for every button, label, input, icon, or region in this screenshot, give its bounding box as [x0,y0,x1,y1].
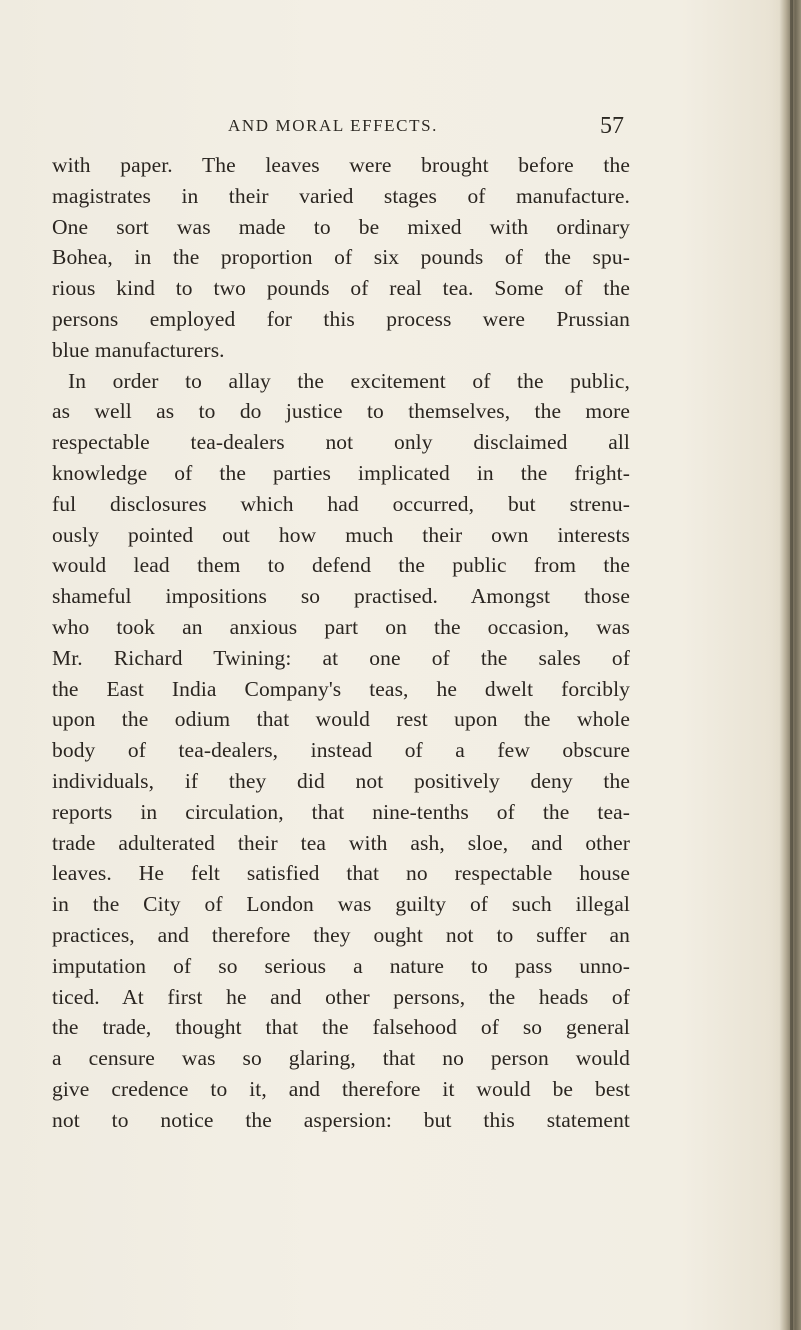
text-line: give credence to it, and therefore it would be best [52,1076,630,1101]
text-line: individuals, if they did not positively deny the [52,768,630,793]
text-line: would lead them to defend the public from the [52,553,630,578]
text-line: In order to allay the excitement of the public, [68,368,630,393]
text-line: persons employed for this process were Prussian [52,306,630,331]
running-title: AND MORAL EFFECTS. [228,116,438,135]
text-line: blue manufacturers. [52,337,225,362]
text-line: ously pointed out how much their own interests [52,522,630,547]
text-line: trade adulterated their tea with ash, sloe, and other [52,830,630,855]
text-line: ticed. At first he and other persons, the heads of [52,984,630,1009]
text-line: shameful impositions so practised. Amongst those [52,584,630,609]
text-line: who took an anxious part on the occasion, was [52,614,630,639]
text-line: reports in circulation, that nine-tenths of the tea- [52,799,630,824]
text-line: body of tea-dealers, instead of a few obscure [52,738,630,763]
text-line: practices, and therefore they ought not to suffer an [52,922,630,947]
text-line: imputation of so serious a nature to pass unno- [52,953,630,978]
text-line: the East India Company's teas, he dwelt forcibly [52,676,630,701]
text-line: the trade, thought that the falsehood of so general [52,1015,630,1040]
text-line: Mr. Richard Twining: at one of the sales of [52,645,630,670]
text-line: rious kind to two pounds of real tea. Some of the [52,276,630,301]
text-line: with paper. The leaves were brought before the [52,153,630,177]
text-line: a censure was so glaring, that no person would [52,1046,630,1071]
text-line: in the City of London was guilty of such illegal [52,892,630,917]
text-line: ful disclosures which had occurred, but strenu- [52,491,630,516]
page-header [0,113,801,143]
text-line: Bohea, in the proportion of six pounds of the spu- [52,245,630,270]
text-line: upon the odium that would rest upon the whole [52,707,630,732]
text-line: respectable tea-dealers not only disclaimed all [52,430,630,455]
text-line: knowledge of the parties implicated in the fright- [52,460,630,485]
text-line: not to notice the aspersion: but this statement [52,1107,630,1132]
text-line: One sort was made to be mixed with ordinary [52,214,630,239]
spine-shadow-line [790,0,793,1330]
page-number: 57 [600,113,624,139]
body-text [52,150,630,1136]
text-line: magistrates in their varied stages of manufacture. [52,183,630,208]
text-line: as well as to do justice to themselves, the more [52,399,630,424]
text-line: leaves. He felt satisfied that no respectable house [52,861,630,886]
